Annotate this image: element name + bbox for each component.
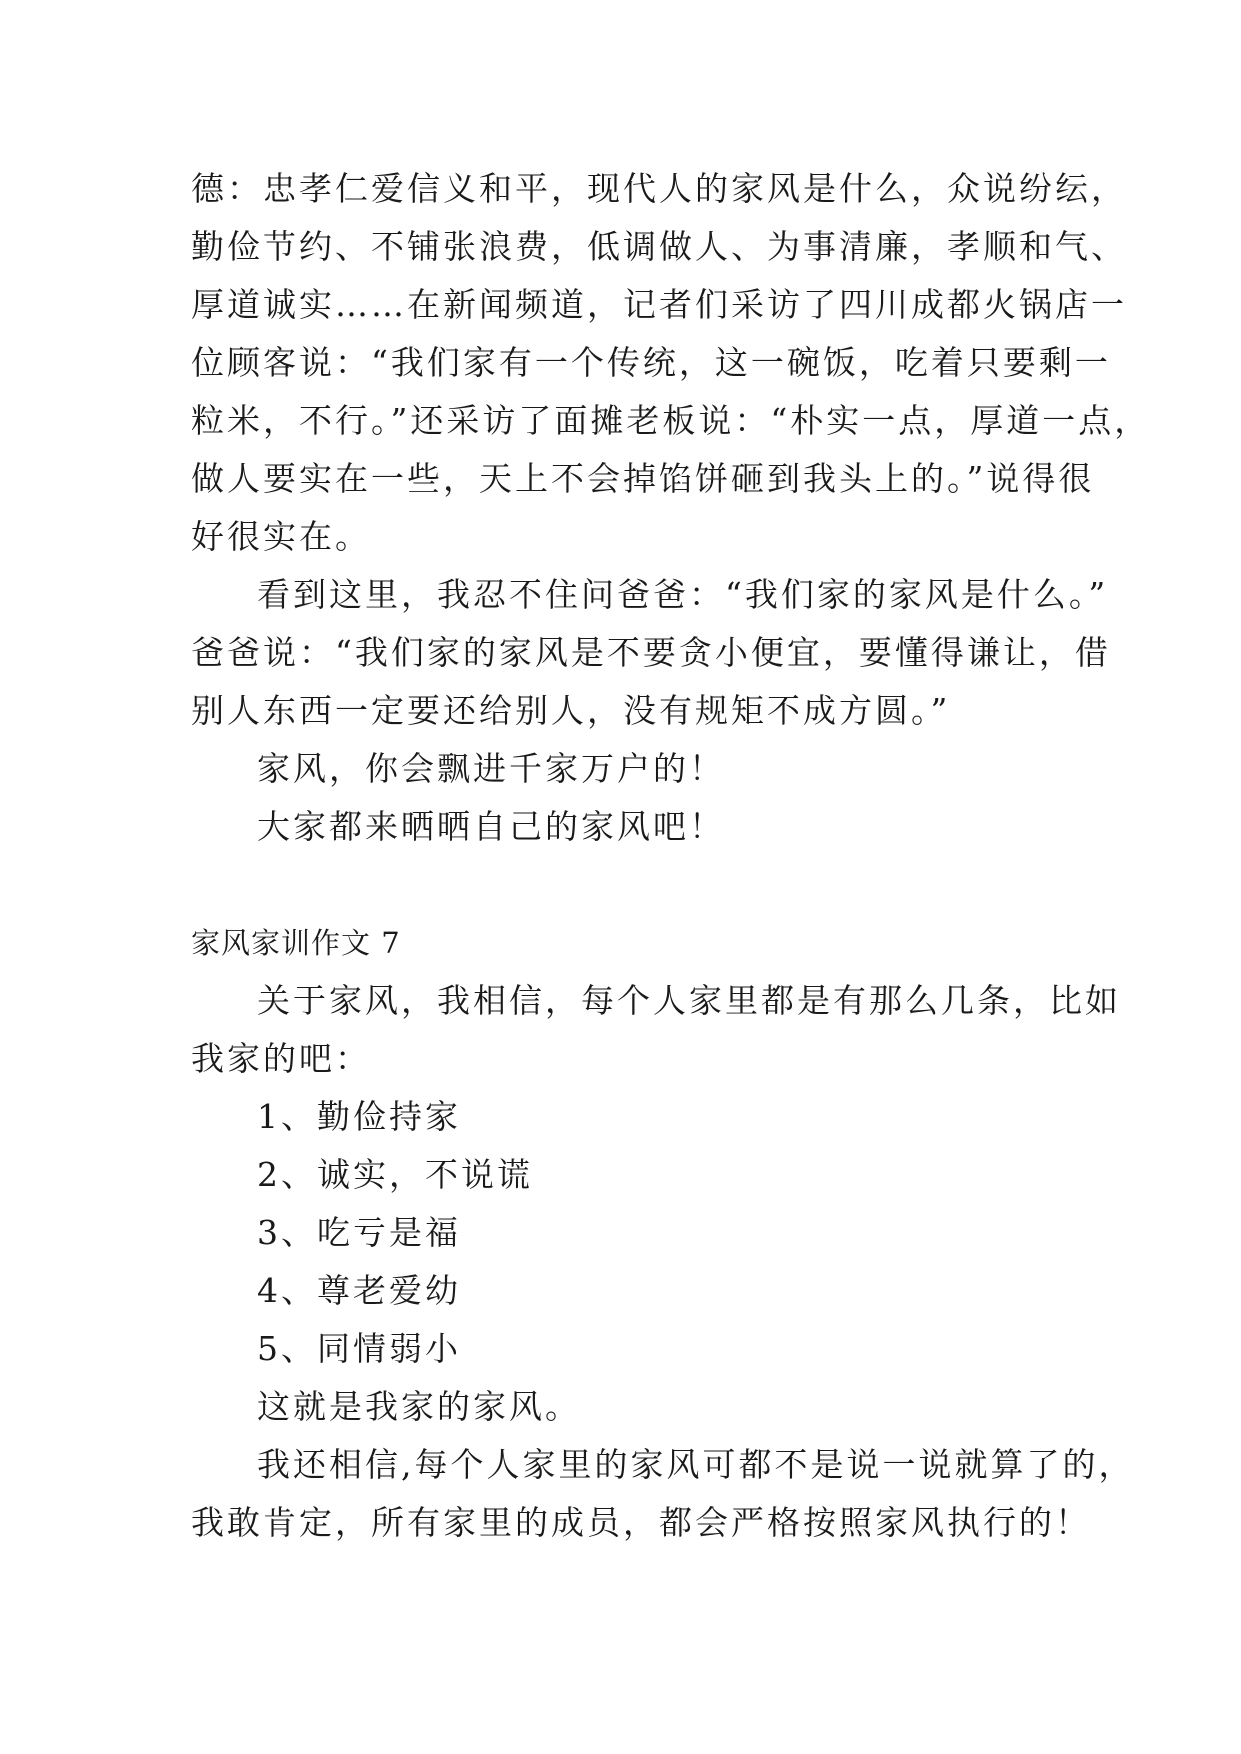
paragraph-4: 大家都来晒晒自己的家风吧！ [257,807,725,846]
text-line: 我家的吧： [191,1039,371,1078]
text-line: 好很实在。 [191,517,371,556]
text-line: 位顾客说：“我们家有一个传统，这一碗饭，吃着只要剩一 [191,343,1111,382]
section-title: 家风家训作文 7 [191,926,401,960]
closing-paragraph [191,1436,1135,1552]
paragraph-3: 家风，你会飘进千家万户的！ [257,749,725,788]
paragraph-2 [191,566,1111,740]
text-line: 看到这里，我忍不住问爸爸：“我们家的家风是什么。” [257,575,1109,614]
text-line: 勤俭节约、不铺张浪费，低调做人、为事清廉，孝顺和气、 [191,227,1127,266]
text-line: 厚道诚实……在新闻频道，记者们采访了四川成都火锅店一 [191,285,1127,324]
intro-paragraph [191,972,1121,1088]
list-item: 4、尊老爱幼 [257,1271,461,1310]
text-line: 做人要实在一些，天上不会掉馅饼砸到我头上的。”说得很 [191,459,1095,498]
text-line: 关于家风，我相信，每个人家里都是有那么几条，比如 [257,981,1121,1020]
document-page [191,160,1151,1552]
text-line: 我敢肯定，所有家里的成员，都会严格按照家风执行的！ [191,1503,1091,1542]
text-line: 别人东西一定要还给别人，没有规矩不成方圆。” [191,691,951,730]
list-item: 2、诚实，不说谎 [257,1155,533,1194]
summary-paragraph: 这就是我家的家风。 [257,1387,581,1426]
list-item: 3、吃亏是福 [257,1213,461,1252]
text-line: 爸爸说：“我们家的家风是不要贪小便宜，要懂得谦让，借 [191,633,1111,672]
text-line: 我还相信,每个人家里的家风可都不是说一说就算了的， [257,1445,1135,1484]
list-item: 5、同情弱小 [257,1329,461,1368]
paragraph-1 [191,160,1151,566]
text-line: 德：忠孝仁爱信义和平，现代人的家风是什么，众说纷纭， [191,169,1127,208]
text-line: 粒米，不行。”还采访了面摊老板说：“朴实一点，厚道一点， [191,401,1151,440]
section-spacer [191,856,1071,914]
rules-list [191,1088,1071,1378]
list-item: 1、勤俭持家 [257,1097,461,1136]
